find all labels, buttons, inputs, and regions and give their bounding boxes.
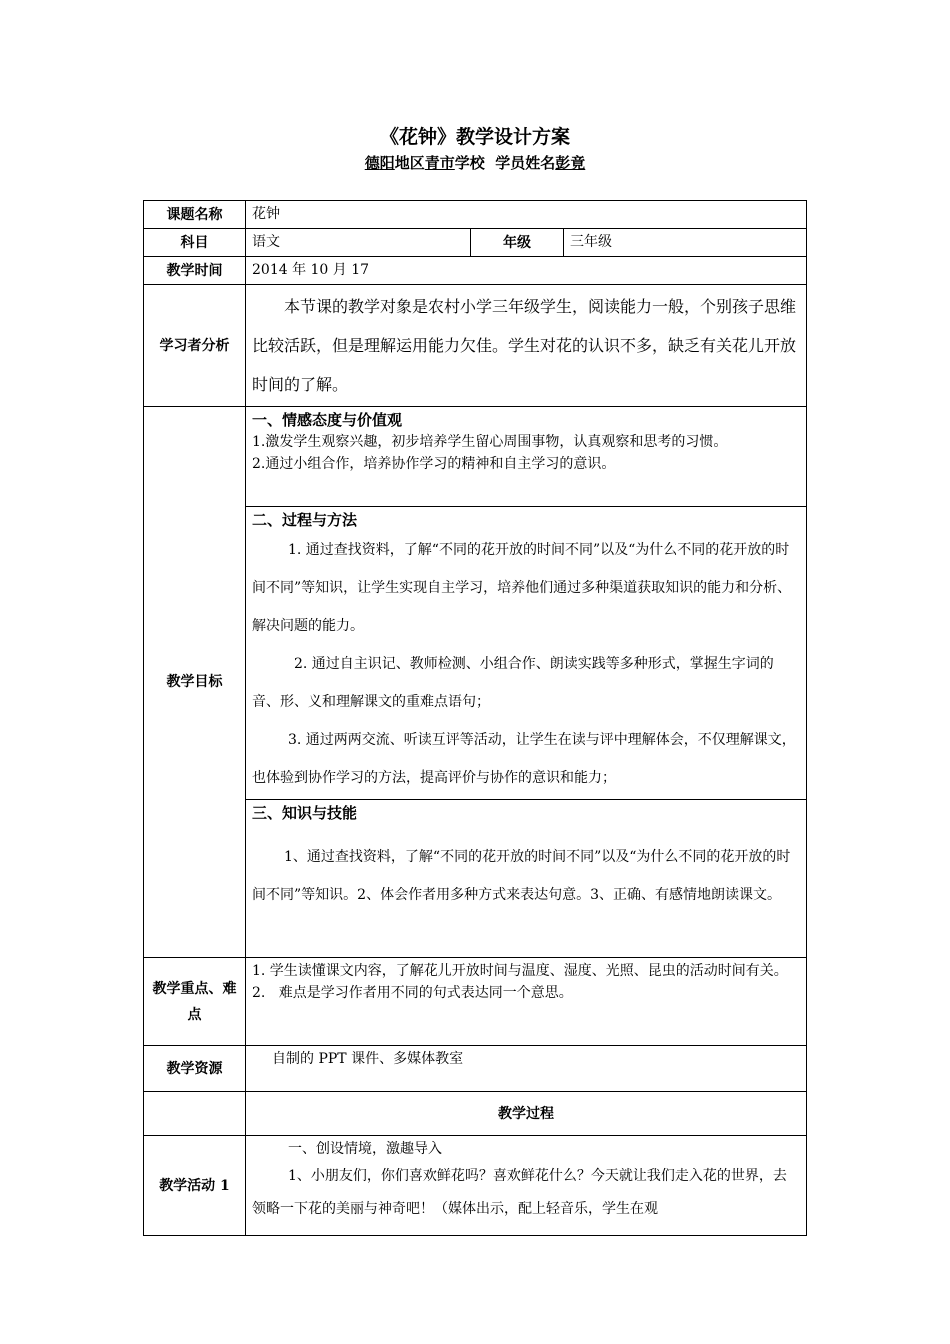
key-points [246, 958, 807, 1046]
act1-content [246, 1136, 807, 1236]
subtitle-part-1: 德 [364, 154, 380, 172]
time-label: 教学时间 [144, 257, 246, 285]
subtitle-part-2: 阳 [379, 154, 395, 172]
key-p1: 1. 学生读懂课文内容，了解花儿开放时间与温度、湿度、光照、昆虫的活动时间有关。 [252, 963, 788, 979]
goals-s2-title: 二、过程与方法 [252, 511, 358, 529]
act1-label: 教学活动 1 [144, 1136, 246, 1236]
row-topic [144, 201, 807, 229]
key-p2: 2. 难点是学习作者用不同的句式表达同一个意思。 [252, 985, 573, 1001]
goals-s1-p1: 1.激发学生观察兴趣，初步培养学生留心周围事物，认真观察和思考的习惯。 [252, 434, 728, 450]
res-label: 教学资源 [144, 1046, 246, 1092]
row-process [144, 1092, 807, 1136]
row-learner [144, 285, 807, 407]
learner-text: 本节课的教学对象是农村小学三年级学生，阅读能力一般，个别孩子思维比较活跃，但是理解运用能力欠佳。学生对花的认识不多，缺乏有关花儿开放时间的了解。 [252, 297, 797, 394]
process-label: 教学过程 [246, 1092, 807, 1136]
act1-p2: 1、小朋友们，你们喜欢鲜花吗？喜欢鲜花什么？今天就让我们走入花的世界，去领略一下花的美丽与神奇吧！（媒体出示，配上轻音乐，学生在观 [252, 1168, 787, 1217]
page-title: 《花钟》教学设计方案 [379, 126, 570, 148]
subject-label: 科目 [144, 229, 246, 257]
goals-s1-p2: 2.通过小组合作，培养协作学习的精神和自主学习的意识。 [252, 456, 616, 472]
topic-value: 花钟 [246, 201, 807, 229]
key-label: 教学重点、难点 [144, 958, 246, 1046]
subtitle-part-5: 学校 学员姓名 [454, 154, 556, 172]
subtitle-part-4: 青市 [424, 154, 455, 172]
act1-p1: 一、创设情境，激趣导入 [288, 1141, 442, 1157]
process-empty-cell [144, 1092, 246, 1136]
goals-section-1 [246, 407, 807, 507]
learner-analysis [246, 285, 807, 407]
goals-s3-title: 三、知识与技能 [252, 804, 358, 822]
page-subtitle [0, 152, 950, 173]
goals-s1-title: 一、情感态度与价值观 [252, 411, 403, 429]
goals-s2-p2: 2. 通过自主识记、教师检测、小组合作、朗读实践等多种形式，掌握生字词的音、形、义和理解课文的重难点语句； [252, 656, 774, 710]
grade-value: 三年级 [564, 229, 807, 257]
row-key [144, 958, 807, 1046]
row-goals-1 [144, 407, 807, 507]
res-value: 自制的 PPT 课件、多媒体教室 [246, 1046, 807, 1092]
goals-label: 教学目标 [144, 407, 246, 958]
goals-s2-p1: 1. 通过查找资料，了解“不同的花开放的时间不同”以及“为什么不同的花开放的时间不同”等知识，让学生实现自主学习，培养他们通过多种渠道获取知识的能力和分析、解决问题的能力。 [252, 542, 792, 634]
learner-label: 学习者分析 [144, 285, 246, 407]
goals-section-3 [246, 800, 807, 958]
row-subject [144, 229, 807, 257]
goals-s3-p1: 1、通过查找资料，了解“不同的花开放的时间不同”以及“为什么不同的花开放的时间不同”等知识。2、体会作者用多种方式来表达句意。3、正确、有感情地朗读课文。 [252, 849, 791, 903]
row-activity-1 [144, 1136, 807, 1236]
row-time [144, 257, 807, 285]
row-resources [144, 1046, 807, 1092]
subtitle-part-6: 彭竟 [555, 154, 586, 172]
topic-label: 课题名称 [144, 201, 246, 229]
goals-section-2 [246, 507, 807, 800]
subtitle-part-3: 地区 [394, 154, 425, 172]
time-value: 2014 年 10 月 17 [246, 257, 807, 285]
goals-s2-p3: 3. 通过两两交流、听读互评等活动，让学生在读与评中理解体会，不仅理解课文，也体验到协作学习的方法，提高评价与协作的意识和能力； [252, 732, 796, 786]
subject-value: 语文 [246, 229, 471, 257]
grade-label: 年级 [471, 229, 564, 257]
lesson-plan-table [143, 200, 807, 1236]
